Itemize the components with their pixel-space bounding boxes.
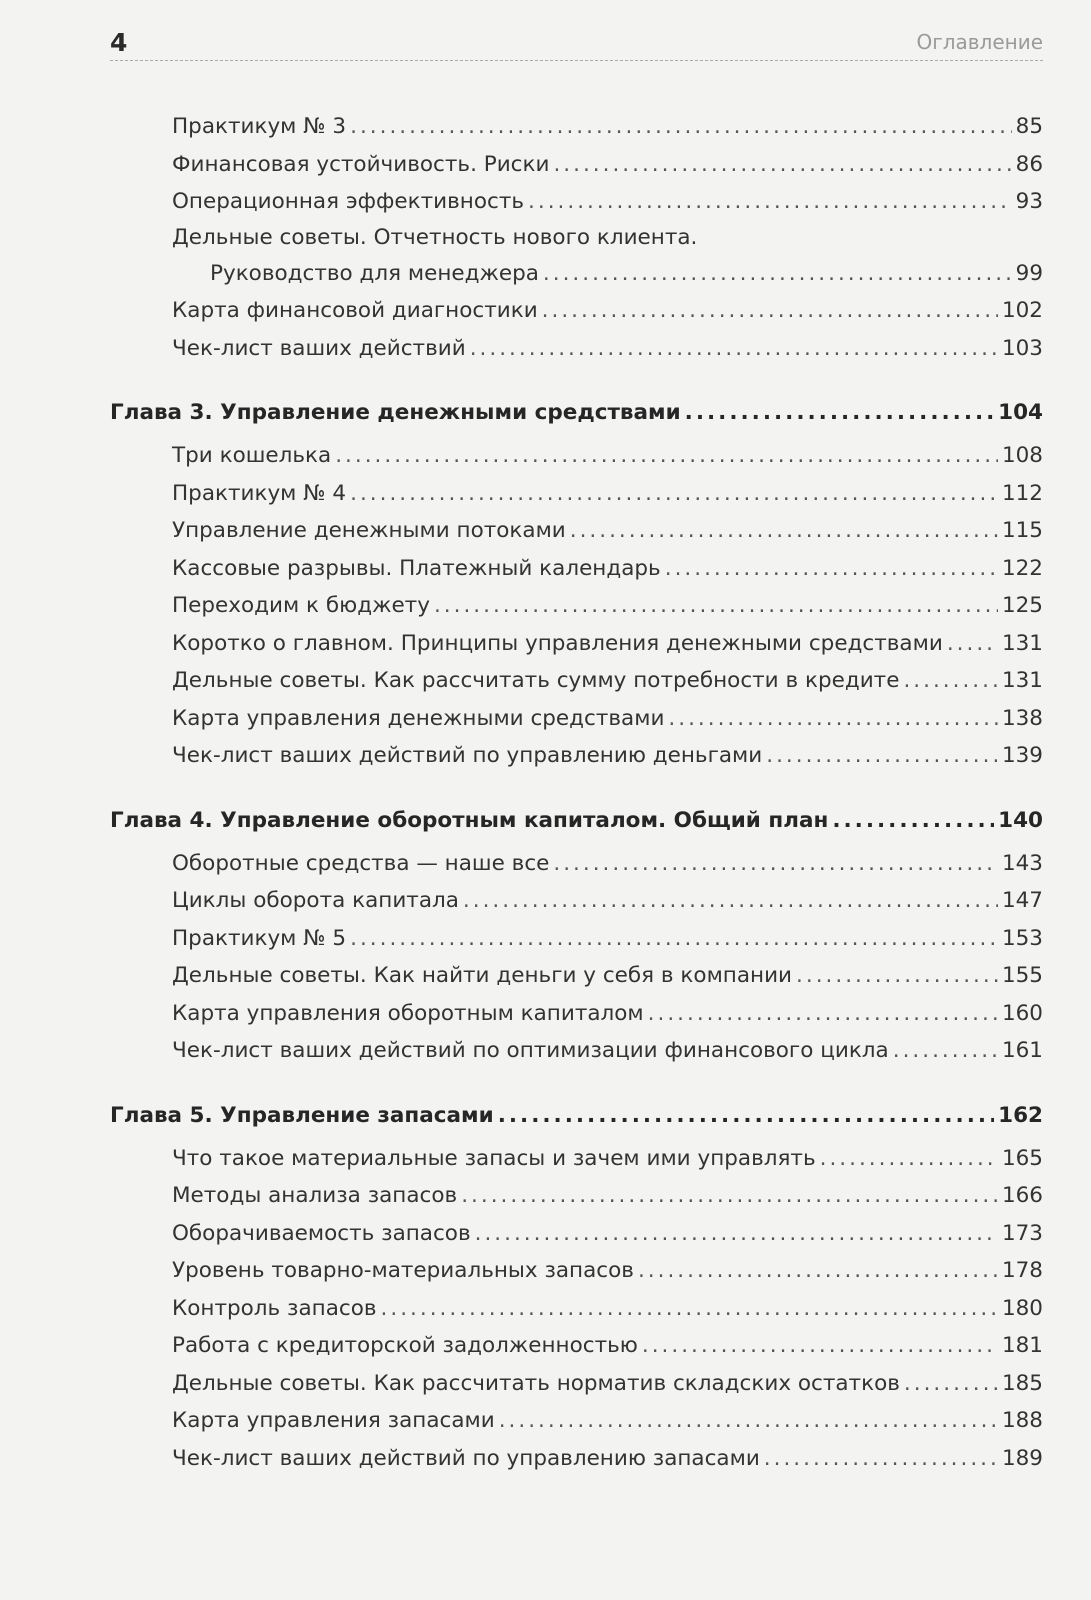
toc-entry-page: 178: [1001, 1258, 1043, 1283]
chapter-heading: [110, 395, 1043, 431]
dot-leader: [638, 1252, 998, 1290]
toc-entry: [110, 1290, 1043, 1328]
toc-entry-page: 115: [1001, 518, 1043, 543]
toc-entry-page: 185: [1001, 1370, 1043, 1396]
toc-entry: [110, 700, 1043, 738]
toc-entry-title: Циклы оборота капитала: [172, 888, 459, 913]
toc-entry-title: Чек-лист ваших действий по управлению деньгами: [172, 743, 763, 768]
toc-entry-page: 102: [1001, 298, 1043, 323]
dot-leader: [528, 183, 1012, 221]
toc-entry-title: Методы анализа запасов: [172, 1183, 458, 1208]
chapter-heading-title: Глава 3. Управление денежными средствами: [110, 400, 681, 425]
toc-entry-page: 180: [1001, 1295, 1043, 1321]
dot-leader: [642, 1327, 998, 1365]
toc-entry: [110, 882, 1043, 920]
toc-entry-page: 155: [1001, 963, 1043, 988]
toc-entry: [110, 183, 1043, 221]
toc-entry-title: Три кошелька: [172, 443, 332, 468]
toc-entry: [110, 108, 1043, 146]
toc-entry-page: 166: [1001, 1183, 1043, 1208]
toc-entry: [110, 1252, 1043, 1290]
dot-leader: [463, 882, 998, 920]
chapter-heading-page: 140: [998, 807, 1043, 833]
dot-leader: [893, 1032, 998, 1070]
toc-entry-title: Практикум № 3: [172, 114, 347, 139]
toc-entry-page: 112: [1001, 480, 1043, 506]
toc-entry-title: Руководство для менеджера: [210, 260, 539, 286]
chapter-heading-page: 162: [998, 1102, 1043, 1128]
toc-entry-page: 173: [1001, 1220, 1043, 1246]
page-header: [110, 18, 1043, 61]
dot-leader: [553, 845, 998, 883]
toc-entry: [110, 1327, 1043, 1365]
dot-leader: [648, 995, 998, 1033]
toc-entry-title: Управление денежными потоками: [172, 518, 566, 543]
toc-entry-title: Операционная эффективность: [172, 189, 525, 214]
toc-entry-page: 139: [1001, 743, 1043, 768]
toc-entry: [110, 1032, 1043, 1070]
dot-leader: [685, 395, 994, 431]
toc-entry: [110, 437, 1043, 475]
toc-entry: [110, 550, 1043, 588]
toc-entry-title: Оборачиваемость запасов: [172, 1220, 471, 1246]
toc-entry: [110, 1402, 1043, 1440]
dot-leader: [381, 1290, 998, 1328]
toc-entry-page: 153: [1001, 925, 1043, 951]
dot-leader: [947, 625, 998, 663]
toc-entry-title: Практикум № 5: [172, 925, 347, 951]
dot-leader: [470, 330, 998, 368]
chapter-heading-title: Глава 5. Управление запасами: [110, 1102, 494, 1128]
toc-entry-page: 181: [1001, 1333, 1043, 1358]
dot-leader: [832, 803, 994, 839]
toc-entry-page: 188: [1001, 1408, 1043, 1433]
dot-leader: [499, 1402, 998, 1440]
toc-entry-page: 93: [1015, 189, 1043, 214]
dot-leader: [665, 550, 998, 588]
dot-leader: [553, 146, 1011, 184]
chapter5-section: [110, 1098, 1043, 1478]
toc-entry-title: Что такое материальные запасы и зачем ими управлять: [172, 1145, 816, 1171]
toc-entry-page: 125: [1001, 593, 1043, 618]
toc-entry-title: Карта управления запасами: [172, 1408, 495, 1433]
toc-entry-title: Практикум № 4: [172, 480, 347, 506]
toc-entry: [110, 957, 1043, 995]
toc-entry-title: Карта управления денежными средствами: [172, 705, 665, 731]
dot-leader: [543, 255, 1012, 293]
toc-entry-title: Переходим к бюджету: [172, 593, 430, 618]
page-number: 4: [110, 28, 128, 57]
toc-entry: [110, 475, 1043, 513]
dot-leader: [820, 1140, 998, 1178]
toc-entry-title: Карта финансовой диагностики: [172, 298, 538, 323]
toc-entry-page: 85: [1015, 114, 1043, 139]
toc-entry-page: 189: [1001, 1445, 1043, 1471]
toc-entry-title: Финансовая устойчивость. Риски: [172, 151, 550, 177]
chapter-heading-title: Глава 4. Управление оборотным капиталом. Общий план: [110, 807, 829, 833]
toc-entry: [110, 1215, 1043, 1253]
dot-leader: [434, 587, 998, 625]
toc-entry-page: 108: [1001, 443, 1043, 468]
chapter4-section: [110, 803, 1043, 1070]
toc-entry-title: Работа с кредиторской задолженностью: [172, 1333, 638, 1358]
toc-entry-page: 161: [1001, 1038, 1043, 1063]
toc-entry-page: 160: [1001, 1000, 1043, 1026]
table-of-contents: [110, 108, 1043, 1477]
toc-entry-title: Кассовые разрывы. Платежный календарь: [172, 555, 661, 581]
toc-entry: [110, 587, 1043, 625]
toc-entry-title: Дельные советы. Как рассчитать норматив складских остатков: [172, 1370, 900, 1396]
chapter-heading: [110, 803, 1043, 839]
dot-leader: [461, 1177, 998, 1215]
toc-entry-page: 99: [1015, 260, 1043, 286]
toc-entry: [110, 625, 1043, 663]
chapter-heading: [110, 1098, 1043, 1134]
toc-entry-title: Дельные советы. Как рассчитать сумму потребности в кредите: [172, 668, 900, 693]
toc-entry-title: Оборотные средства — наше все: [172, 850, 550, 876]
toc-entry-title: Карта управления оборотным капиталом: [172, 1000, 644, 1026]
dot-leader: [542, 292, 998, 330]
toc-entry: [110, 737, 1043, 775]
toc-entry-page: 131: [1001, 630, 1043, 656]
toc-entry: [110, 845, 1043, 883]
chapter3-section: [110, 395, 1043, 775]
dot-leader: [668, 700, 998, 738]
dot-leader: [350, 108, 1012, 146]
toc-entry: [110, 1365, 1043, 1403]
toc-entry-title: Чек-лист ваших действий по оптимизации финансового цикла: [172, 1038, 889, 1063]
dot-leader: [570, 512, 998, 550]
toc-entry: [110, 662, 1043, 700]
toc-entry: [110, 292, 1043, 330]
toc-entry-title: Коротко о главном. Принципы управления денежными средствами: [172, 630, 943, 656]
toc-entry: [110, 512, 1043, 550]
toc-entry-page: 103: [1001, 335, 1043, 361]
dot-leader: [350, 920, 998, 958]
toc-entry: [110, 255, 1043, 293]
dot-leader: [475, 1215, 998, 1253]
toc-entry: [110, 1177, 1043, 1215]
running-head: Оглавление: [916, 30, 1043, 54]
toc-entry-page: 131: [1001, 668, 1043, 693]
toc-entry: [110, 146, 1043, 184]
toc-entry-title: Дельные советы. Как найти деньги у себя в компании: [172, 963, 793, 988]
dot-leader: [904, 1365, 998, 1403]
toc-entry-title: Дельные советы. Отчетность нового клиента.: [172, 224, 698, 250]
dot-leader: [335, 437, 998, 475]
toc-entry-title: Контроль запасов: [172, 1295, 377, 1321]
toc-entry-title: Чек-лист ваших действий по управлению запасами: [172, 1445, 760, 1471]
chapter-heading-page: 104: [998, 400, 1043, 425]
toc-entry-wrapped: [110, 221, 1043, 293]
toc-entry: [110, 995, 1043, 1033]
toc-entry-page: 143: [1001, 850, 1043, 876]
toc-entry-page: 165: [1001, 1145, 1043, 1171]
toc-entry-page: 138: [1001, 705, 1043, 731]
toc-entry-title: Уровень товарно-материальных запасов: [172, 1258, 634, 1283]
toc-entry: [110, 1440, 1043, 1478]
toc-entry: [110, 330, 1043, 368]
dot-leader: [350, 475, 998, 513]
dot-leader: [903, 662, 998, 700]
toc-entry-page: 86: [1015, 151, 1043, 177]
toc-entry-page: 147: [1001, 888, 1043, 913]
dot-leader: [764, 1440, 998, 1478]
dot-leader: [796, 957, 998, 995]
dot-leader: [498, 1098, 994, 1134]
toc-entry: [110, 920, 1043, 958]
toc-entry-page: 122: [1001, 555, 1043, 581]
toc-entry: [110, 1140, 1043, 1178]
toc-entry-title: Чек-лист ваших действий: [172, 335, 466, 361]
dot-leader: [766, 737, 998, 775]
